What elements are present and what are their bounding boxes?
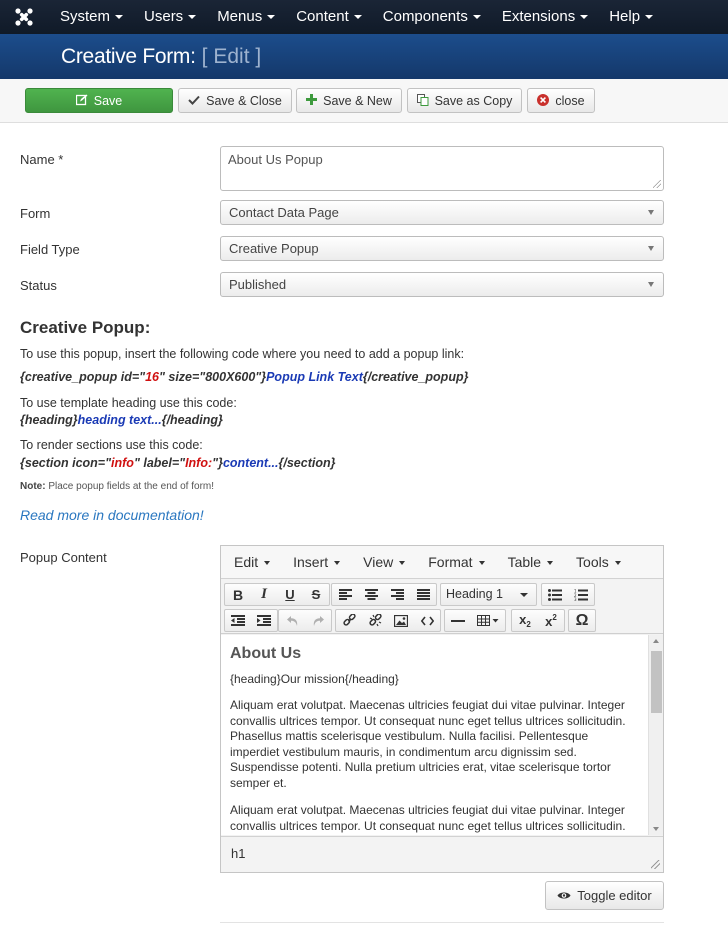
nav-system[interactable]: System — [48, 0, 132, 34]
subscript-icon[interactable]: $x_2$ — [519, 612, 531, 629]
editor-scrollbar[interactable] — [648, 635, 663, 835]
chevron-down-icon — [580, 15, 588, 19]
scroll-down-icon[interactable] — [653, 827, 659, 831]
scroll-up-icon[interactable] — [653, 639, 659, 643]
documentation-link[interactable]: Read more in documentation! — [20, 507, 204, 523]
top-navbar — [0, 0, 728, 34]
script-group — [511, 609, 565, 632]
editor-menu-view[interactable]: View — [350, 554, 415, 570]
close-circle-icon — [537, 94, 549, 108]
undo-icon[interactable] — [279, 610, 305, 631]
chevron-down-icon — [479, 561, 485, 565]
save-as-copy-button[interactable] — [407, 88, 522, 113]
content-paragraph: Aliquam erat volutpat. Maecenas ultricies feugiat dui vitae pulvinar. Integer convallis ultrices tempor. Ut consequat nunc eget tellus ultrices sollicitudin. — [230, 803, 626, 833]
content-paragraph: Aliquam erat volutpat. Maecenas ultricies feugiat dui vitae pulvinar. Integer convallis ultrices tempor. Ut consequat nunc eget tellus ultrices sollicitudin. Phasellus mattis scelerisque vestibulum. Nulla facilisi. Pellentesque imperdiet vestibulum mauris, in condimentum arcu dignissim sed. Suspendisse potenti. Nulla pretium ultricies erat, vitae scelerisque tortor semper et. — [230, 698, 626, 790]
popup-note: Note: Place popup fields at the end of form! — [20, 481, 215, 492]
scrollbar-thumb[interactable] — [651, 651, 662, 713]
numbered-list-icon[interactable] — [568, 584, 594, 605]
table-icon[interactable] — [471, 610, 505, 631]
alignment-group — [331, 583, 437, 606]
form-select-value: Contact Data Page — [229, 205, 339, 220]
bullet-list-icon[interactable] — [542, 584, 568, 605]
resize-handle-icon[interactable] — [651, 860, 660, 869]
resize-handle-icon[interactable] — [653, 180, 661, 188]
history-group — [278, 609, 332, 632]
status-select[interactable] — [220, 272, 664, 297]
popup-instruction-2: To use template heading use this code: — [20, 396, 237, 410]
unlink-icon[interactable] — [362, 610, 388, 631]
save-as-copy-label: Save as Copy — [434, 93, 513, 108]
popup-content-label: Popup Content — [20, 550, 107, 565]
editor-menu-format[interactable]: Format — [415, 554, 494, 570]
dropdown-arrow-icon — [648, 210, 654, 215]
svg-text:2: 2 — [574, 592, 577, 598]
chevron-down-icon — [520, 593, 528, 597]
chevron-down-icon — [547, 561, 553, 565]
save-label: Save — [93, 93, 123, 108]
editor-menu-insert[interactable]: Insert — [280, 554, 350, 570]
element-path[interactable]: h1 — [231, 846, 246, 861]
edit-icon — [76, 94, 88, 108]
link-icon[interactable] — [336, 610, 362, 631]
eye-icon — [557, 888, 571, 903]
strikethrough-icon[interactable]: S — [311, 587, 321, 602]
toggle-editor-button[interactable] — [545, 881, 664, 910]
popup-heading: Creative Popup: — [20, 318, 151, 337]
italic-icon[interactable]: I — [261, 586, 267, 602]
editor-toolbar — [221, 580, 663, 634]
chevron-down-icon — [645, 15, 653, 19]
list-group — [541, 583, 595, 606]
image-icon[interactable] — [388, 610, 414, 631]
page-mode: [ Edit ] — [201, 44, 262, 68]
nav-components[interactable]: Components — [371, 0, 490, 34]
indent-group — [224, 609, 278, 632]
form-select[interactable] — [220, 200, 664, 225]
chevron-down-icon — [334, 561, 340, 565]
save-button[interactable] — [25, 88, 173, 113]
popup-instruction-3: To render sections use this code: — [20, 438, 203, 452]
close-button[interactable] — [527, 88, 595, 113]
page-header — [0, 34, 728, 79]
indent-icon[interactable] — [251, 610, 277, 631]
popup-code-1: {creative_popup id="16" size="800X600"}Popup Link Text{/creative_popup} — [20, 370, 469, 384]
action-toolbar — [0, 79, 728, 123]
nav-extensions[interactable]: Extensions — [490, 0, 597, 34]
name-label: Name * — [20, 152, 64, 167]
editor-content[interactable] — [221, 635, 648, 835]
chevron-down-icon — [354, 15, 362, 19]
toggle-editor-label: Toggle editor — [577, 888, 652, 903]
plus-icon — [306, 94, 317, 107]
chevron-down-icon — [473, 15, 481, 19]
editor-menu-edit[interactable]: Edit — [221, 554, 280, 570]
popup-code-3: {section icon="info" label="Info:"}content...{/section} — [20, 456, 336, 470]
table-group — [444, 609, 506, 632]
dropdown-arrow-icon — [648, 282, 654, 287]
align-center-icon[interactable] — [358, 584, 384, 605]
rich-text-editor — [220, 545, 664, 873]
horizontal-rule-icon[interactable] — [445, 610, 471, 631]
underline-icon[interactable]: U — [285, 587, 295, 602]
nav-menus[interactable]: Menus — [205, 0, 284, 34]
name-field[interactable] — [220, 146, 664, 191]
outdent-icon[interactable] — [225, 610, 251, 631]
field-type-value: Creative Popup — [229, 241, 319, 256]
content-heading: About Us — [230, 645, 302, 662]
name-value: About Us Popup — [228, 152, 323, 167]
align-right-icon[interactable] — [384, 584, 410, 605]
nav-help[interactable]: Help — [597, 0, 662, 34]
save-close-label: Save & Close — [206, 93, 282, 108]
status-label: Status — [20, 278, 57, 293]
chevron-down-icon — [615, 561, 621, 565]
special-char-group — [568, 609, 596, 632]
omega-icon[interactable]: Ω — [575, 611, 589, 629]
align-left-icon[interactable] — [332, 584, 358, 605]
svg-text:3: 3 — [574, 596, 577, 601]
chevron-down-icon — [188, 15, 196, 19]
save-close-button[interactable] — [178, 88, 292, 113]
joomla-logo-icon[interactable] — [0, 0, 48, 34]
copy-icon — [417, 94, 429, 108]
status-value: Published — [229, 277, 287, 292]
field-type-select[interactable] — [220, 236, 664, 261]
redo-icon[interactable] — [305, 610, 331, 631]
editor-menubar — [221, 546, 663, 579]
save-new-label: Save & New — [323, 93, 392, 108]
insert-group — [335, 609, 441, 632]
block-format-select[interactable]: Heading 1 — [440, 583, 537, 606]
dropdown-arrow-icon — [648, 246, 654, 251]
chevron-down-icon — [399, 561, 405, 565]
editor-menu-tools[interactable]: Tools — [563, 554, 631, 570]
page-title: Creative Form: — [61, 44, 196, 68]
save-new-button[interactable] — [296, 88, 402, 113]
editor-statusbar — [221, 836, 663, 872]
popup-instruction-1: To use this popup, insert the following code where you need to add a popup link: — [20, 347, 465, 361]
align-justify-icon[interactable] — [410, 584, 436, 605]
bold-icon[interactable]: B — [232, 586, 244, 603]
text-style-group — [224, 583, 330, 606]
nav-users[interactable]: Users — [132, 0, 205, 34]
close-label: close — [555, 93, 585, 108]
nav-content[interactable]: Content — [284, 0, 371, 34]
chevron-down-icon — [267, 15, 275, 19]
code-icon[interactable] — [414, 610, 440, 631]
form-label: Form — [20, 206, 51, 221]
divider — [220, 922, 664, 923]
superscript-icon[interactable]: $x^2$ — [545, 612, 557, 629]
popup-code-2: {heading}heading text...{/heading} — [20, 413, 223, 427]
chevron-down-icon — [115, 15, 123, 19]
svg-text:1: 1 — [574, 588, 577, 593]
checkmark-icon — [188, 95, 200, 107]
editor-menu-table[interactable]: Table — [495, 554, 563, 570]
content-subheading: {heading}Our mission{/heading} — [230, 672, 399, 686]
chevron-down-icon — [264, 561, 270, 565]
field-type-label: Field Type — [20, 242, 80, 257]
